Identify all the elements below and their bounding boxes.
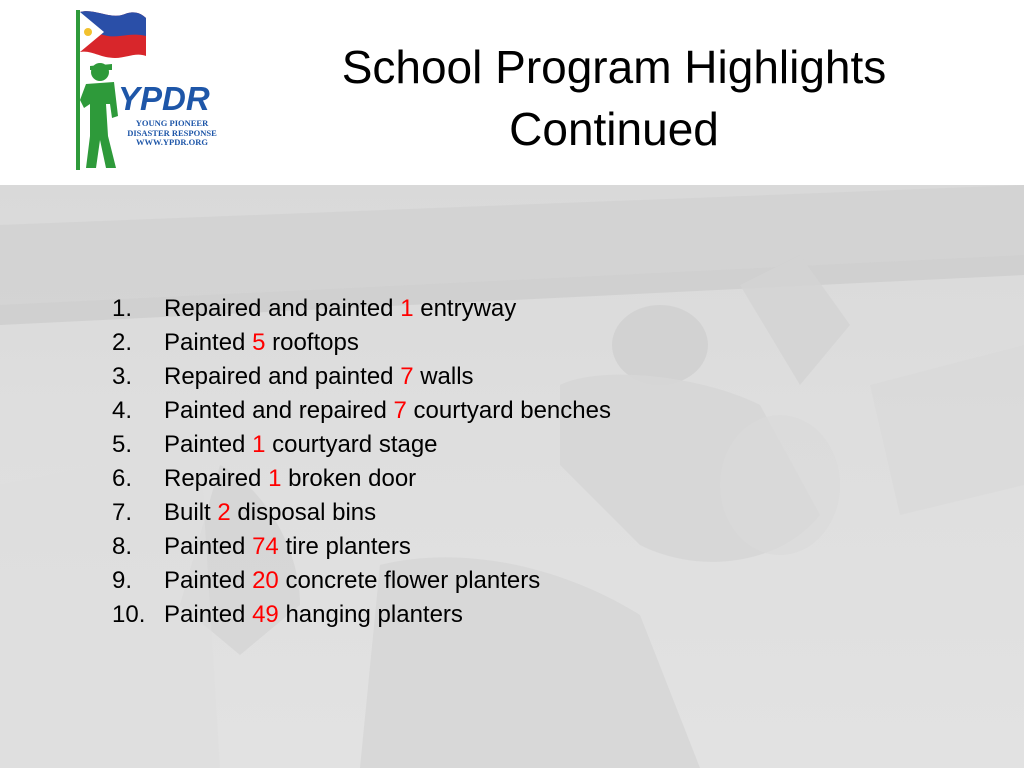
- item-count: 49: [252, 601, 279, 628]
- item-text-pre: Repaired and painted: [164, 295, 401, 322]
- list-item: [112, 598, 812, 632]
- item-count: 74: [252, 533, 279, 560]
- item-number: 4.: [112, 397, 133, 424]
- item-text-post: broken door: [281, 465, 417, 492]
- item-text-post: entryway: [413, 295, 517, 322]
- item-number: 10.: [112, 601, 146, 628]
- item-count: 1: [268, 465, 282, 492]
- item-text-pre: Repaired: [164, 465, 269, 492]
- item-text-post: walls: [413, 363, 474, 390]
- item-text-post: concrete flower planters: [278, 567, 541, 594]
- item-count: 1: [400, 295, 414, 322]
- item-text-pre: Painted: [164, 431, 253, 458]
- item-text-pre: Painted: [164, 601, 253, 628]
- list-item: [112, 360, 812, 394]
- list-item: [112, 292, 812, 326]
- logo-subtitle: [112, 119, 232, 148]
- logo-sub-line-3: WWW.YPDR.ORG: [136, 137, 208, 147]
- item-count: 2: [217, 499, 231, 526]
- item-text-post: tire planters: [278, 533, 411, 560]
- item-text-pre: Built: [164, 499, 218, 526]
- item-count: 7: [393, 397, 407, 424]
- list-item: [112, 530, 812, 564]
- item-number: 3.: [112, 363, 133, 390]
- item-text-post: courtyard stage: [265, 431, 438, 458]
- logo-sub-line-1: YOUNG PIONEER: [135, 118, 209, 128]
- item-number: 5.: [112, 431, 133, 458]
- highlights-list: [112, 292, 812, 632]
- item-count: 5: [252, 329, 266, 356]
- item-text-pre: Painted: [164, 329, 253, 356]
- logo-name: YPDR: [118, 80, 210, 117]
- list-item: [112, 326, 812, 360]
- logo-sub-line-2: DISASTER RESPONSE: [127, 127, 217, 138]
- list-item: [112, 428, 812, 462]
- list-item: [112, 462, 812, 496]
- item-number: 1.: [112, 295, 133, 322]
- item-text-pre: Repaired and painted: [164, 363, 401, 390]
- item-number: 9.: [112, 567, 133, 594]
- ypdr-logo: [70, 8, 230, 174]
- list-item: [112, 496, 812, 530]
- item-number: 2.: [112, 329, 133, 356]
- item-text-post: hanging planters: [278, 601, 463, 628]
- item-count: 1: [252, 431, 266, 458]
- item-number: 6.: [112, 465, 133, 492]
- item-number: 7.: [112, 499, 133, 526]
- item-text-post: rooftops: [265, 329, 359, 356]
- slide-title: [256, 36, 972, 160]
- item-count: 20: [252, 567, 279, 594]
- title-line-1: School Program Highlights: [341, 41, 887, 93]
- item-text-pre: Painted: [164, 533, 253, 560]
- item-text-pre: Painted and repaired: [164, 397, 394, 424]
- title-line-2: Continued: [509, 103, 719, 155]
- item-number: 8.: [112, 533, 133, 560]
- item-text-post: courtyard benches: [406, 397, 611, 424]
- list-item: [112, 564, 812, 598]
- list-item: [112, 394, 812, 428]
- item-text-pre: Painted: [164, 567, 253, 594]
- item-count: 7: [400, 363, 414, 390]
- item-text-post: disposal bins: [230, 499, 377, 526]
